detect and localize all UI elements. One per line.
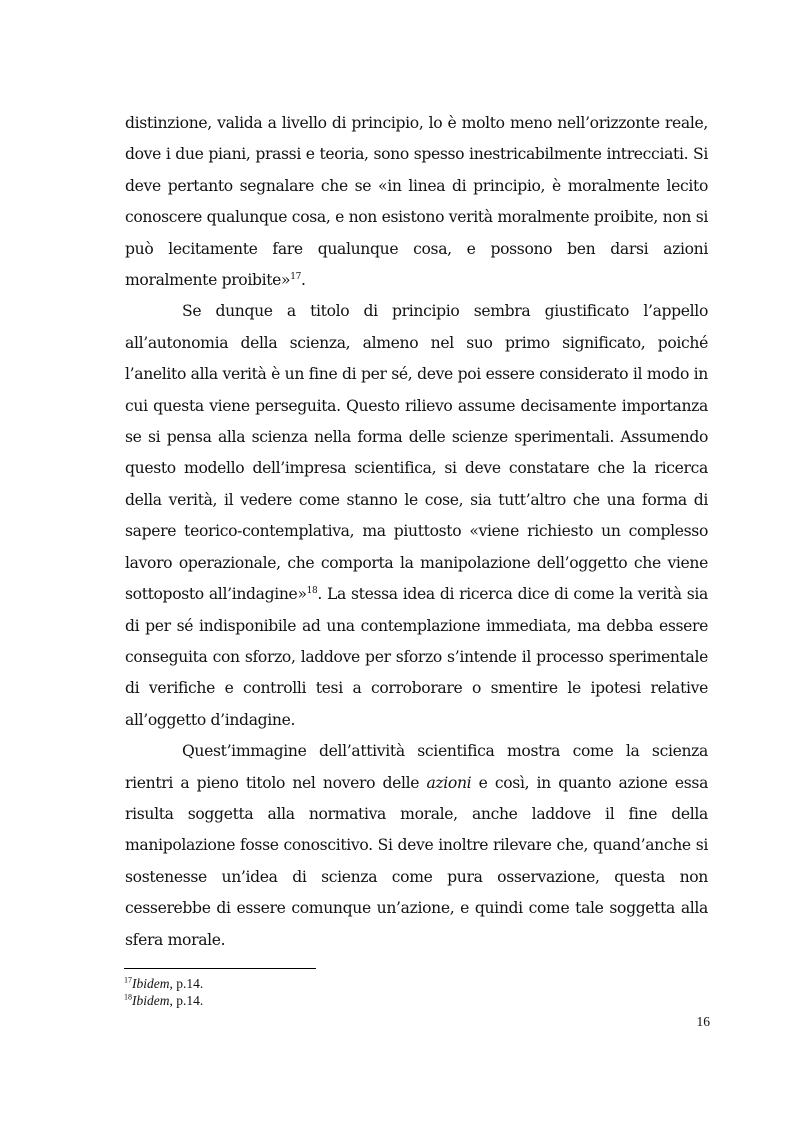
paragraph-3: Quest’immagine dell’attività scientifica mostra come la scienza rientri a pieno titolo nel novero delle azioni e così, in quanto azione essa risulta soggetta alla normativa morale, anche laddove il fine della manipolazione fosse conoscitivo. Si deve inoltre rilevare che, quand’anche si sostenesse un’idea di scienza come pura osservazione, questa non cesserebbe di essere comunque un’azione, e quindi come tale soggetta alla sfera morale. — [125, 742, 709, 949]
footnote-ref-17[interactable]: 17 — [290, 271, 302, 282]
footnote-ref-18[interactable]: 18 — [306, 585, 318, 596]
footnote-separator — [124, 968, 316, 969]
footnotes — [124, 975, 524, 1009]
page-number: 16 — [696, 1014, 710, 1029]
paragraph-1: distinzione, valida a livello di principio, lo è molto meno nell’orizzonte reale, dove i due piani, prassi e teoria, sono spesso inestricabilmente intrecciati. Si deve pertanto segnalare che se «in linea di principio, è moralmente lecito conoscere qualunque cosa, e non esistono verità moralmente proibite, non si può lecitamente fare qualunque cosa, e possono ben darsi azioni moralmente proibite»$^{17}$. — [125, 114, 708, 290]
body-text — [125, 108, 708, 956]
footnote-17: $^{17}$Ibidem, p.14. — [124, 975, 204, 991]
emphasis-azioni: azioni — [426, 773, 472, 792]
footnote-18: $^{18}$Ibidem, p.14. — [124, 992, 204, 1008]
paragraph-2: Se dunque a titolo di principio sembra giustificato l’appello all’autonomia della scienza, almeno nel suo primo significato, poiché l’anelito alla verità è un fine di per sé, deve poi essere considerato il modo in cui questa viene perseguita. Questo rilievo assume decisamente importanza se si pensa alla scienza nella forma delle scienze sperimentali. Assumendo questo modello dell’impresa scientifica, si deve constatare che la ricerca della verità, il vedere come stanno le cose, sia tutt’altro che una forma di sapere teorico-contemplativa, ma piuttosto «viene richiesto un complesso lavoro operazionale, che comporta la manipolazione dell’oggetto che viene sottoposto all’indagine»$^{18}$. La stessa idea di ricerca dice di come la verità sia di per sé indisponibile ad una contemplazione immediata, ma debba essere conseguita con sforzo, laddove per sforzo s’intende il processo sperimentale di verifiche e controlli tesi a corroborare o smentire le ipotesi relative all’oggetto d’indagine. — [125, 302, 708, 729]
